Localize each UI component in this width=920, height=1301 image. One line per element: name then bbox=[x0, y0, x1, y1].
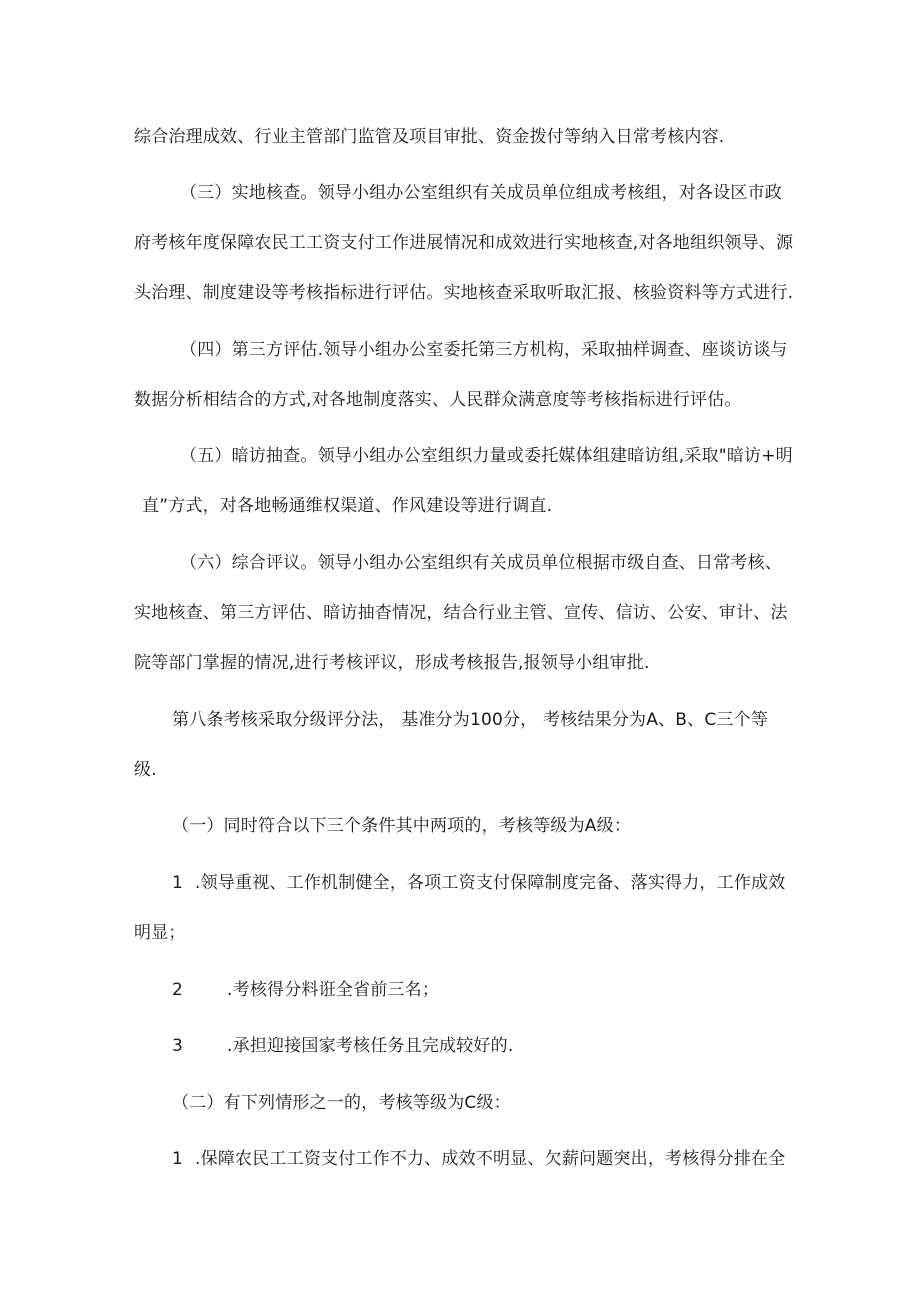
list-item-number: 2 bbox=[172, 980, 184, 1000]
paragraph-line: 院等部门掌握的情况,进行考核评议，形成考核报告,报领导小组审批. bbox=[134, 653, 650, 673]
paragraph-line: （五）暗访抽查。领导小组办公室组织力量或委托媒体组建暗访组,采取"暗访+明 bbox=[180, 446, 793, 466]
paragraph-line: （六）综合评议。领导小组办公室组织有关成员单位根据市级自查、日常考核、 bbox=[180, 553, 782, 573]
list-item-number: 1 bbox=[172, 1149, 184, 1169]
list-item bbox=[172, 1147, 785, 1171]
paragraph-line: 级. bbox=[134, 760, 157, 780]
paragraph-line: 直”方式，对各地畅通维权渠道、作风建设等进行调直. bbox=[142, 496, 553, 516]
paragraph-line: 头治理、制度建设等考核指标进行评估。实地核查采取听取汇报、核验资料等方式进行. bbox=[134, 283, 794, 303]
list-item-text: .领导重视、工作机制健全，各项工资支付保障制度完备、落实得力，工作成效 bbox=[195, 873, 786, 893]
paragraph-line: 数据分析相结合的方式,对各地制度落实、人民群众满意度等考核指标进行评估。 bbox=[134, 390, 742, 410]
paragraph-line: （四）第三方评估.领导小组办公室委托第三方机构，采取抽样调查、座谈访谈与 bbox=[180, 340, 788, 360]
list-item-number: 3 bbox=[172, 1036, 184, 1056]
paragraph-line: 府考核年度保障农民工工资支付工作进展情况和成效进行实地核查,对各地组织领导、源 bbox=[134, 233, 794, 253]
paragraph-line: 明显； bbox=[134, 923, 186, 943]
paragraph-line: 综合治理成效、行业主管部门监管及项目审批、资金拨付等纳入日常考核内容. bbox=[134, 127, 725, 147]
list-item-text: .保障农民工工资支付工作不力、成效不明显、欠薪问题突出，考核得分排在全 bbox=[195, 1149, 786, 1169]
section-heading-line: （一）同时符合以下三个条件其中两项的，考核等级为A级： bbox=[172, 816, 632, 836]
paragraph-line: 实地核查、第三方评估、暗访抽杳情况，结合行业主管、宣传、信访、公安、审计、法 bbox=[134, 603, 788, 623]
list-item bbox=[172, 871, 785, 895]
list-item-text: .考核得分料诳全省前三名； bbox=[227, 980, 440, 1000]
list-item-number: 1 bbox=[172, 873, 184, 893]
section-heading-line: （二）有下列情形之一的，考核等级为C级： bbox=[172, 1093, 511, 1113]
article-heading-line: 第八条考核采取分级评分法， 基准分为100分， 考核结果分为A、B、C三个等 bbox=[172, 710, 769, 730]
list-item-text: .承担迎接国家考核任务且完成较好的. bbox=[227, 1036, 514, 1056]
list-item bbox=[172, 978, 439, 1002]
list-item bbox=[172, 1034, 513, 1058]
paragraph-line: （三）实地核查。领导小组办公室组织有关成员单位组成考核组，对各设区市政 bbox=[180, 183, 782, 203]
